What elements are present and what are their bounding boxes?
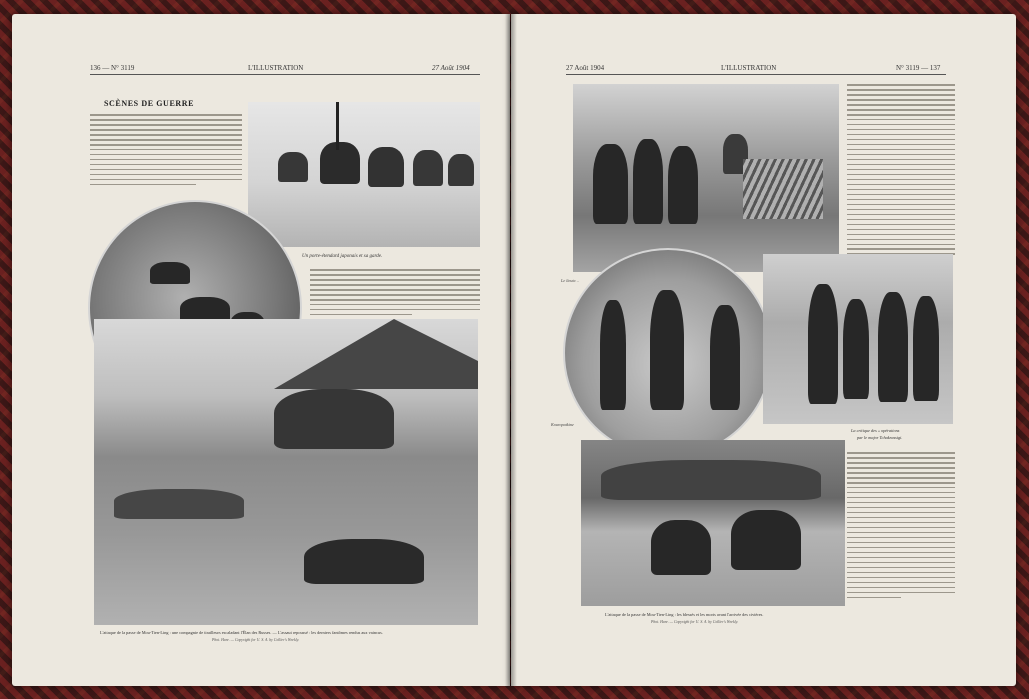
photo-soldiers-wall — [573, 84, 839, 272]
credit-left: Phot. Hare. — Copyright for U. S. A. by Collier's Weekly. — [212, 638, 300, 642]
caption-critique-line1: La critique des « opérations — [851, 428, 900, 433]
right-article-text — [847, 84, 955, 274]
caption-wounded: L'attaque de la passe de Mou-Tien-Ling : les blessés et les morts avant l'arrivée des civières. — [605, 612, 764, 617]
left-date: 27 Août 1904 — [432, 64, 470, 72]
photo-wounded — [581, 440, 845, 606]
side-label-top: Le lieute… — [561, 278, 580, 283]
left-page — [12, 14, 510, 686]
caption-critique-line2: par le major Tchakrassigi. — [857, 435, 903, 440]
left-header-rule — [90, 74, 480, 75]
left-page-number: 136 — N° 3119 — [90, 64, 135, 72]
photo-round-officers — [563, 248, 773, 458]
photo-standard-bearer — [248, 102, 480, 247]
photo-critique-operations — [763, 254, 953, 424]
side-label-kouropatkine: Kouropatkine — [551, 422, 574, 427]
right-page-number: N° 3119 — 137 — [896, 64, 941, 72]
left-journal-title: L'ILLUSTRATION — [248, 64, 304, 72]
left-article-text-2 — [310, 269, 480, 321]
right-page — [511, 14, 1016, 686]
left-article-text — [90, 114, 242, 200]
caption-mou-tien-ling: L'attaque de la passe de Mou-Tien-Ling : une compagnie de tirailleurs escaladant l'Élan des Russes. — L'assaut repoussé : les derniers fantômes rendus aux vaincus. — [100, 630, 383, 635]
right-article-text-2 — [847, 452, 955, 622]
book-gutter — [505, 14, 517, 686]
section-title: SCÈNES DE GUERRE — [104, 99, 195, 108]
caption-standard-bearer: Un porte-étendard japonais et sa garde. — [302, 254, 383, 259]
right-date: 27 Août 1904 — [566, 64, 605, 72]
credit-right: Phot. Hare. — Copyright for U. S. A. by Collier's Weekly. — [651, 620, 739, 624]
right-journal-title: L'ILLUSTRATION — [721, 64, 777, 72]
right-header-rule — [566, 74, 946, 75]
photo-mou-tien-ling-attack — [94, 319, 478, 625]
